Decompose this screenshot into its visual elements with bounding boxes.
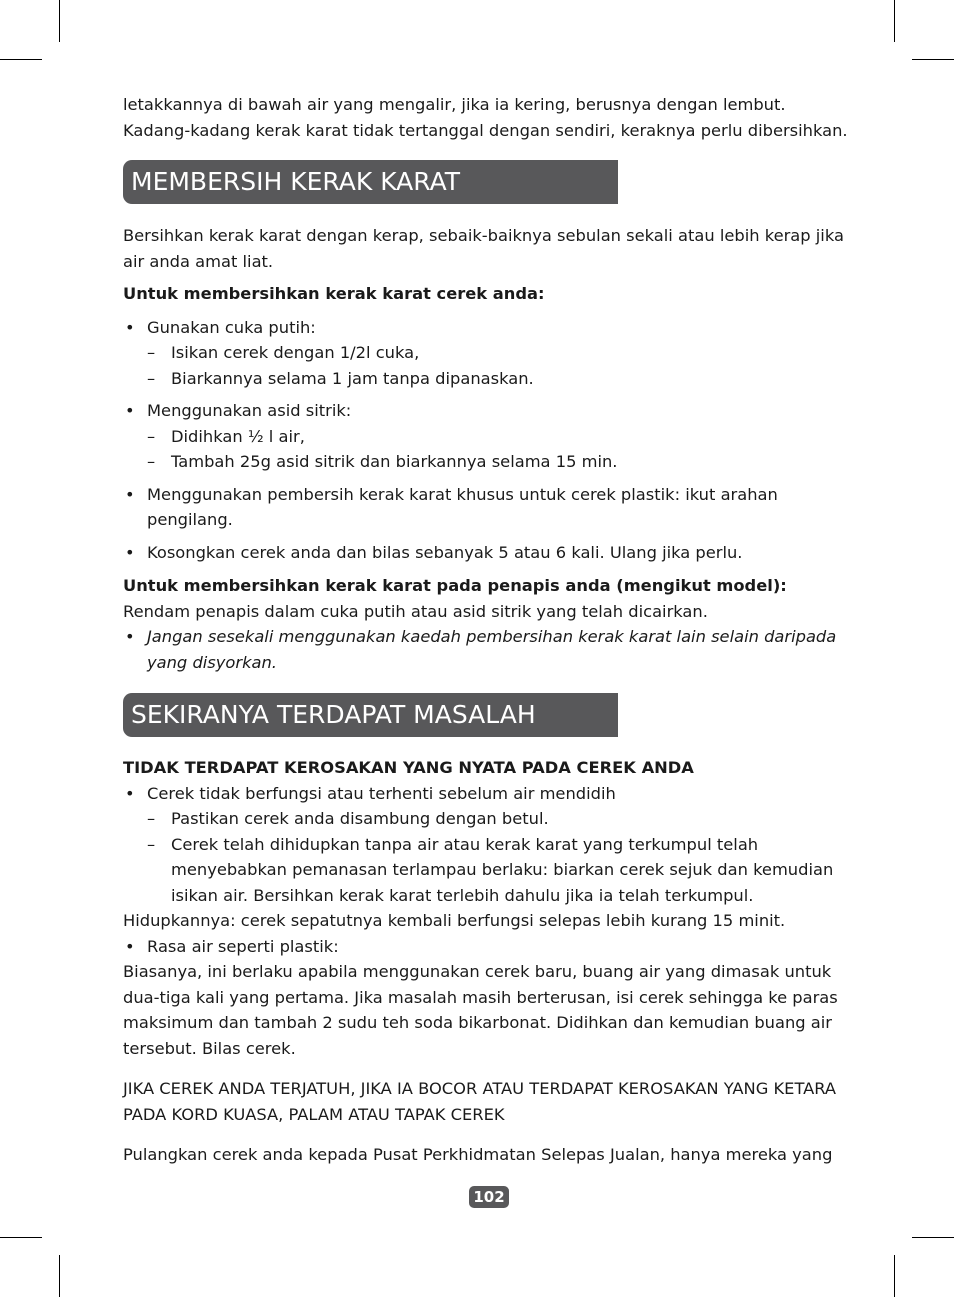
return-text: Pulangkan cerek anda kepada Pusat Perkhidmatan Selepas Jualan, hanya mereka yang bbox=[123, 1145, 833, 1164]
no-damage-heading: TIDAK TERDAPAT KEROSAKAN YANG NYATA PADA CEREK ANDA bbox=[123, 758, 694, 777]
warning-list bbox=[123, 624, 850, 675]
sub-list-item: – Didihkan ½ l air, bbox=[147, 424, 850, 450]
intro-line-1: letakkannya di bawah air yang mengalir, jika ia kering, berusnya dengan lembut. bbox=[123, 95, 786, 114]
sub-list-item: – Tambah 25g asid sitrik dan biarkannya selama 15 min. bbox=[147, 449, 850, 475]
no-damage-list bbox=[123, 781, 850, 909]
sub-list-item: – Pastikan cerek anda disambung dengan betul. bbox=[147, 806, 850, 832]
list-item: • Rasa air seperti plastik: bbox=[123, 934, 850, 960]
plastic-taste-text: Biasanya, ini berlaku apabila menggunakan cerek baru, buang air yang dimasak untuk dua-tiga kali yang pertama. Jika masalah masih berterusan, isi cerek sehingga ke paras maksimum dan tambah 2 sudu teh soda bikarbonat. Didihkan dan kemudian buang air tersebut. Bilas cerek. bbox=[123, 962, 838, 1058]
crop-mark bbox=[59, 0, 60, 42]
list-item: • Kosongkan cerek anda dan bilas sebanyak 5 atau 6 kali. Ulang jika perlu. bbox=[123, 540, 850, 566]
page-content bbox=[123, 92, 850, 1168]
list-item-text: Cerek tidak berfungsi atau terhenti sebelum air mendidih bbox=[147, 783, 616, 803]
intro-line-2: Kadang-kadang kerak karat tidak tertanggal dengan sendiri, keraknya perlu dibersihkan. bbox=[123, 120, 848, 140]
descaling-paragraph: Bersihkan kerak karat dengan kerap, sebaik-baiknya sebulan sekali atau lebih kerap jika air anda amat liat. bbox=[123, 226, 844, 271]
crop-mark bbox=[0, 1237, 42, 1238]
section-heading-descaling: MEMBERSIH KERAK KARAT bbox=[123, 160, 618, 204]
sub-list bbox=[147, 424, 850, 475]
list-item-text: Menggunakan asid sitrik: bbox=[147, 401, 352, 420]
list-item bbox=[123, 398, 850, 475]
section-heading-troubleshooting: SEKIRANYA TERDAPAT MASALAH bbox=[123, 693, 618, 737]
warning-item: • Jangan sesekali menggunakan kaedah pembersihan kerak karat lain selain daripada yang disyorkan. bbox=[123, 624, 850, 675]
page-number: 102 bbox=[469, 1186, 509, 1208]
crop-mark bbox=[912, 59, 954, 60]
sub-list bbox=[147, 340, 850, 391]
descaling-subheading-kettle: Untuk membersihkan kerak karat cerek anda: bbox=[123, 284, 545, 303]
list-item bbox=[123, 781, 850, 909]
list-item-text: Gunakan cuka putih: bbox=[147, 317, 316, 337]
crop-mark bbox=[912, 1237, 954, 1238]
sub-list-item: – Isikan cerek dengan 1/2l cuka, bbox=[147, 340, 850, 366]
descaling-subheading-filter: Untuk membersihkan kerak karat pada penapis anda (mengikut model): bbox=[123, 576, 787, 595]
sub-list-item: – Biarkannya selama 1 jam tanpa dipanaskan. bbox=[147, 366, 850, 392]
descaling-list bbox=[123, 315, 850, 566]
plastic-taste-list bbox=[123, 934, 850, 960]
crop-mark bbox=[894, 1255, 895, 1297]
switch-on-text: Hidupkannya: cerek sepatutnya kembali berfungsi selepas lebih kurang 15 minit. bbox=[123, 911, 786, 930]
list-item: • Menggunakan pembersih kerak karat khusus untuk cerek plastik: ikut arahan pengilang. bbox=[123, 482, 850, 533]
damage-heading: JIKA CEREK ANDA TERJATUH, JIKA IA BOCOR ATAU TERDAPAT KEROSAKAN YANG KETARA PADA KORD KUASA, PALAM ATAU TAPAK CEREK bbox=[123, 1079, 837, 1124]
sub-list-item: – Cerek telah dihidupkan tanpa air atau kerak karat yang terkumpul telah menyebabkan pemanasan terlampau berlaku: biarkan cerek sejuk dan kemudian isikan air. Bersihkan kerak karat terlebih dahulu jika ia telah terkumpul. bbox=[147, 832, 850, 909]
crop-mark bbox=[59, 1255, 60, 1297]
crop-mark bbox=[0, 59, 42, 60]
sub-list bbox=[147, 806, 850, 908]
list-item bbox=[123, 315, 850, 392]
filter-text: Rendam penapis dalam cuka putih atau asid sitrik yang telah dicairkan. bbox=[123, 601, 708, 621]
crop-mark bbox=[894, 0, 895, 42]
